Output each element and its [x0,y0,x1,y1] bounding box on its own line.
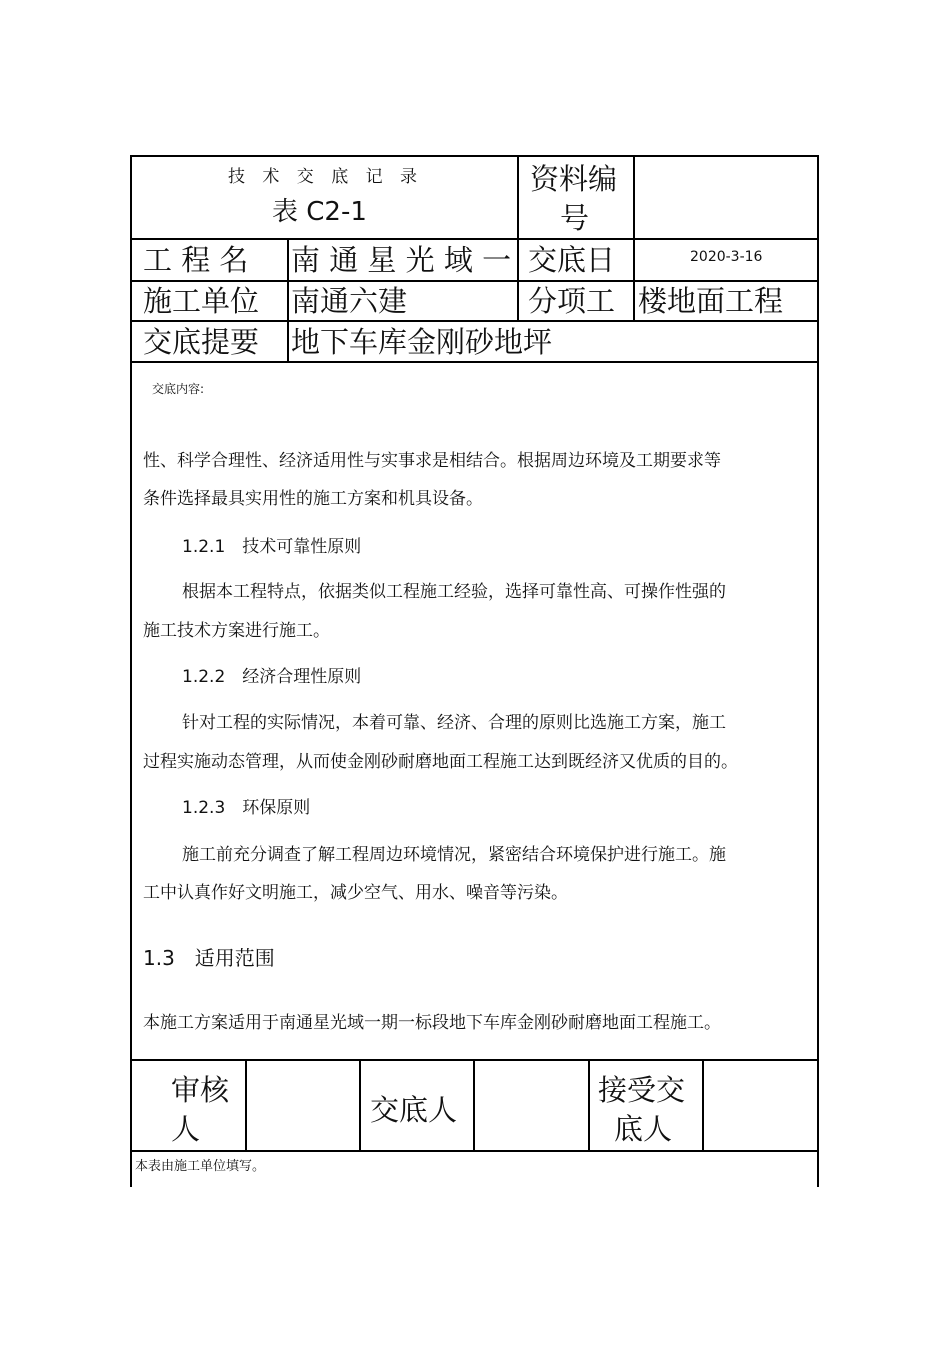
subitem-label: 分项工 [528,284,616,318]
table-line [130,280,819,282]
record-title: 技 术 交 底 记 录 [228,167,424,187]
doc-no-label: 资料编 [530,162,618,196]
contractor-value: 南通六建 [291,284,408,318]
table-line [130,155,819,157]
table-line [130,155,132,1187]
table-line [287,238,289,362]
paragraph-line: 根据本工程特点，依据类似工程施工经验，选择可靠性高、可操作性强的 [182,582,726,602]
table-line [473,1059,475,1151]
paragraph-line: 工中认真作好文明施工，减少空气、用水、噪音等污染。 [143,883,568,903]
summary-value: 地下车库金刚砂地坪 [291,325,553,359]
discloser-label: 交底人 [370,1093,458,1127]
table-line [130,238,819,240]
table-line [817,155,819,1187]
receiver-label-cont: 底人 [614,1112,673,1146]
paragraph-line: 条件选择最具实用性的施工方案和机具设备。 [143,489,483,509]
footer-note: 本表由施工单位填写。 [135,1159,266,1174]
paragraph-line: 施工前充分调查了解工程周边环境情况，紧密结合环境保护进行施工。施 [182,845,726,865]
paragraph-line: 性、科学合理性、经济适用性与实事求是相结合。根据周边环境及工期要求等 [143,451,721,471]
table-line [702,1059,704,1151]
reviewer-label-cont: 人 [171,1112,201,1146]
table-line [517,155,519,321]
paragraph-line: 针对工程的实际情况，本着可靠、经济、合理的原则比选施工方案，施工 [182,713,726,733]
table-line [130,320,819,322]
doc-no-label-cont: 号 [560,201,590,235]
receiver-label: 接受交 [598,1073,686,1107]
table-line [359,1059,361,1151]
table-line [130,361,819,363]
date-label: 交底日 [528,243,616,277]
table-line [633,155,635,321]
table-line [245,1059,247,1151]
table-line [588,1059,590,1151]
section-heading-1-3: 1.3 适用范围 [143,946,275,970]
section-heading-1-2-2: 1.2.2 经济合理性原则 [182,667,362,687]
section-heading-1-2-1: 1.2.1 技术可靠性原则 [182,537,362,557]
reviewer-label: 审核 [171,1073,230,1107]
contractor-label: 施工单位 [143,284,260,318]
project-label: 工 程 名 [143,243,249,277]
form-number: 表 C2-1 [272,197,367,227]
section-heading-1-2-3: 1.2.3 环保原则 [182,798,311,818]
summary-label: 交底提要 [143,325,260,359]
paragraph-line: 过程实施动态管理，从而使金刚砂耐磨地面工程施工达到既经济又优质的目的。 [143,752,738,772]
paragraph-line: 施工技术方案进行施工。 [143,621,330,641]
subitem-value: 楼地面工程 [638,284,784,318]
paragraph-line: 本施工方案适用于南通星光域一期一标段地下车库金刚砂耐磨地面工程施工。 [143,1013,721,1033]
project-value: 南 通 星 光 域 一 [291,243,512,277]
date-value: 2020-3-16 [690,249,763,265]
content-label: 交底内容: [152,382,205,396]
